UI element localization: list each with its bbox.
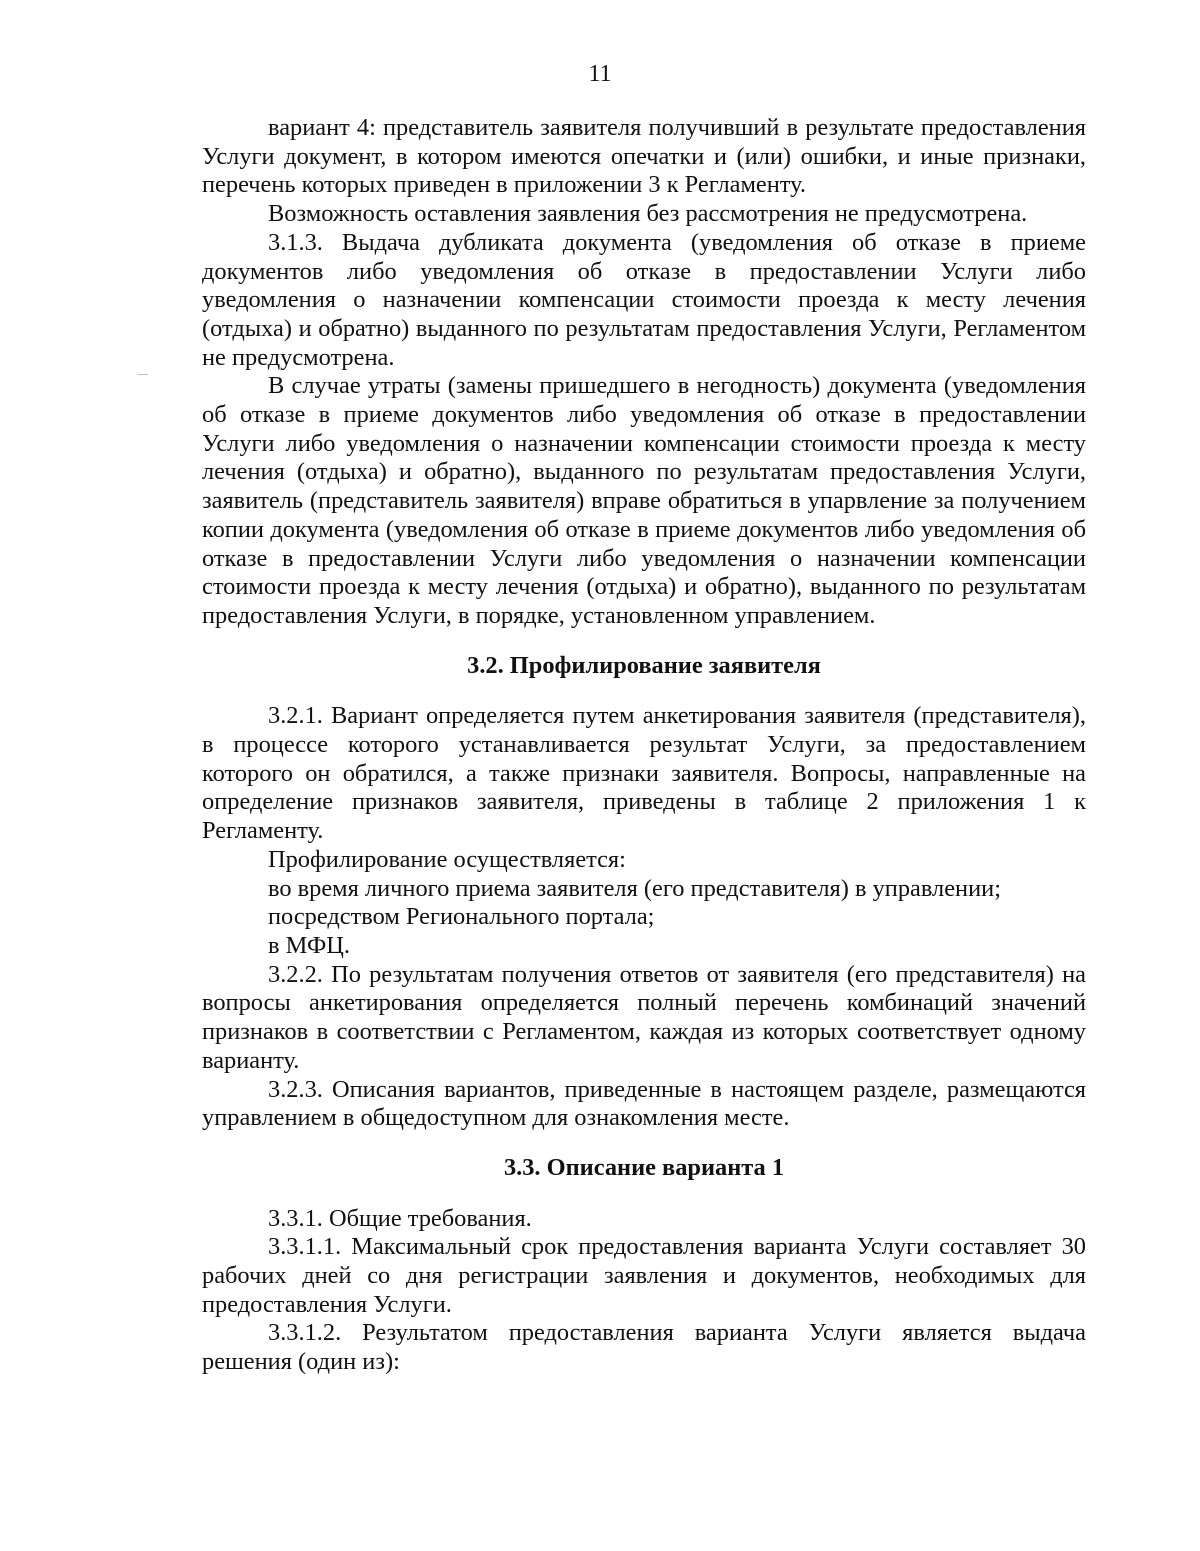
document-body bbox=[202, 114, 1086, 1377]
section-3-3-body bbox=[202, 1205, 1086, 1377]
scan-mark bbox=[138, 374, 148, 375]
paragraph-profiling-intro: Профилирование осуществляется: bbox=[268, 845, 626, 873]
paragraph-3-3-1-2: 3.3.1.2. Результатом предоставления варианта Услуги является выдача решения (один из): bbox=[202, 1319, 1086, 1376]
paragraph-variant-4: вариант 4: представитель заявителя получивший в результате предоставления Услуги документ, в котором имеются опечатки и (или) ошибки, и иные признаки, перечень которых приведен в приложении 3 к Регламенту. bbox=[202, 114, 1086, 199]
paragraph-3-2-3: 3.2.3. Описания вариантов, приведенные в настоящем разделе, размещаются управлением в общедоступном для ознакомления месте. bbox=[202, 1075, 1086, 1132]
paragraph-loss-of-document: В случае утраты (замены пришедшего в негодность) документа (уведомления об отказе в приеме документов либо уведомления об отказе в предоставлении Услуги либо уведомления о назначении компенсации стоимости проезда к месту лечения (отдыха) и обратно), выданного по результатам предоставления Услуги, заявитель (представитель заявителя) вправе обратиться в упарвление за получением копии документа (уведомления об отказе в приеме документов либо уведомления об отказе в предоставлении Услуги либо уведомления о назначении компенсации стоимости проезда к месту лечения (отдыха) и обратно), выданного по результатам предоставления Услуги, в порядке, установленном управлением. bbox=[202, 372, 1086, 629]
page-number: 11 bbox=[588, 61, 612, 87]
paragraph-profiling-mfc: в МФЦ. bbox=[268, 931, 350, 959]
paragraph-3-1-3: 3.1.3. Выдача дубликата документа (уведомления об отказе в приеме документов либо уведомления об отказе в предоставлении Услуги либо уведомления о назначении компенсации стоимости проезда к месту лечения (отдыха) и обратно) выданного по результатам предоставления Услуги, Регламентом не предусмотрена. bbox=[202, 228, 1086, 371]
section-heading-3-3: 3.3. Описание варианта 1 bbox=[503, 1153, 785, 1181]
section-3-2-body bbox=[202, 702, 1086, 1133]
section-heading-3-2: 3.2. Профилирование заявителя bbox=[467, 651, 821, 679]
paragraph-3-3-1-1: 3.3.1.1. Максимальный срок предоставления варианта Услуги составляет 30 рабочих дней со дня регистрации заявления и документов, необходимых для предоставления Услуги. bbox=[202, 1233, 1086, 1318]
paragraph-no-dismissal: Возможность оставления заявления без рассмотрения не предусмотрена. bbox=[268, 200, 1028, 228]
paragraph-profiling-in-person: во время личного приема заявителя (его представителя) в управлении; bbox=[268, 874, 1001, 902]
paragraph-3-2-1: 3.2.1. Вариант определяется путем анкетирования заявителя (представителя), в процессе которого устанавливается результат Услуги, за предоставлением которого он обратился, а также признаки заявителя. Вопросы, направленные на определение признаков заявителя, приведены в таблице 2 приложения 1 к Регламенту. bbox=[202, 702, 1086, 845]
paragraph-profiling-portal: посредством Регионального портала; bbox=[268, 903, 655, 931]
paragraph-3-2-2: 3.2.2. По результатам получения ответов от заявителя (его представителя) на вопросы анкетирования определяется полный перечень комбинаций значений признаков в соответствии с Регламентом, каждая из которых соответствует одному варианту. bbox=[202, 960, 1086, 1074]
paragraph-3-3-1: 3.3.1. Общие требования. bbox=[268, 1204, 532, 1232]
